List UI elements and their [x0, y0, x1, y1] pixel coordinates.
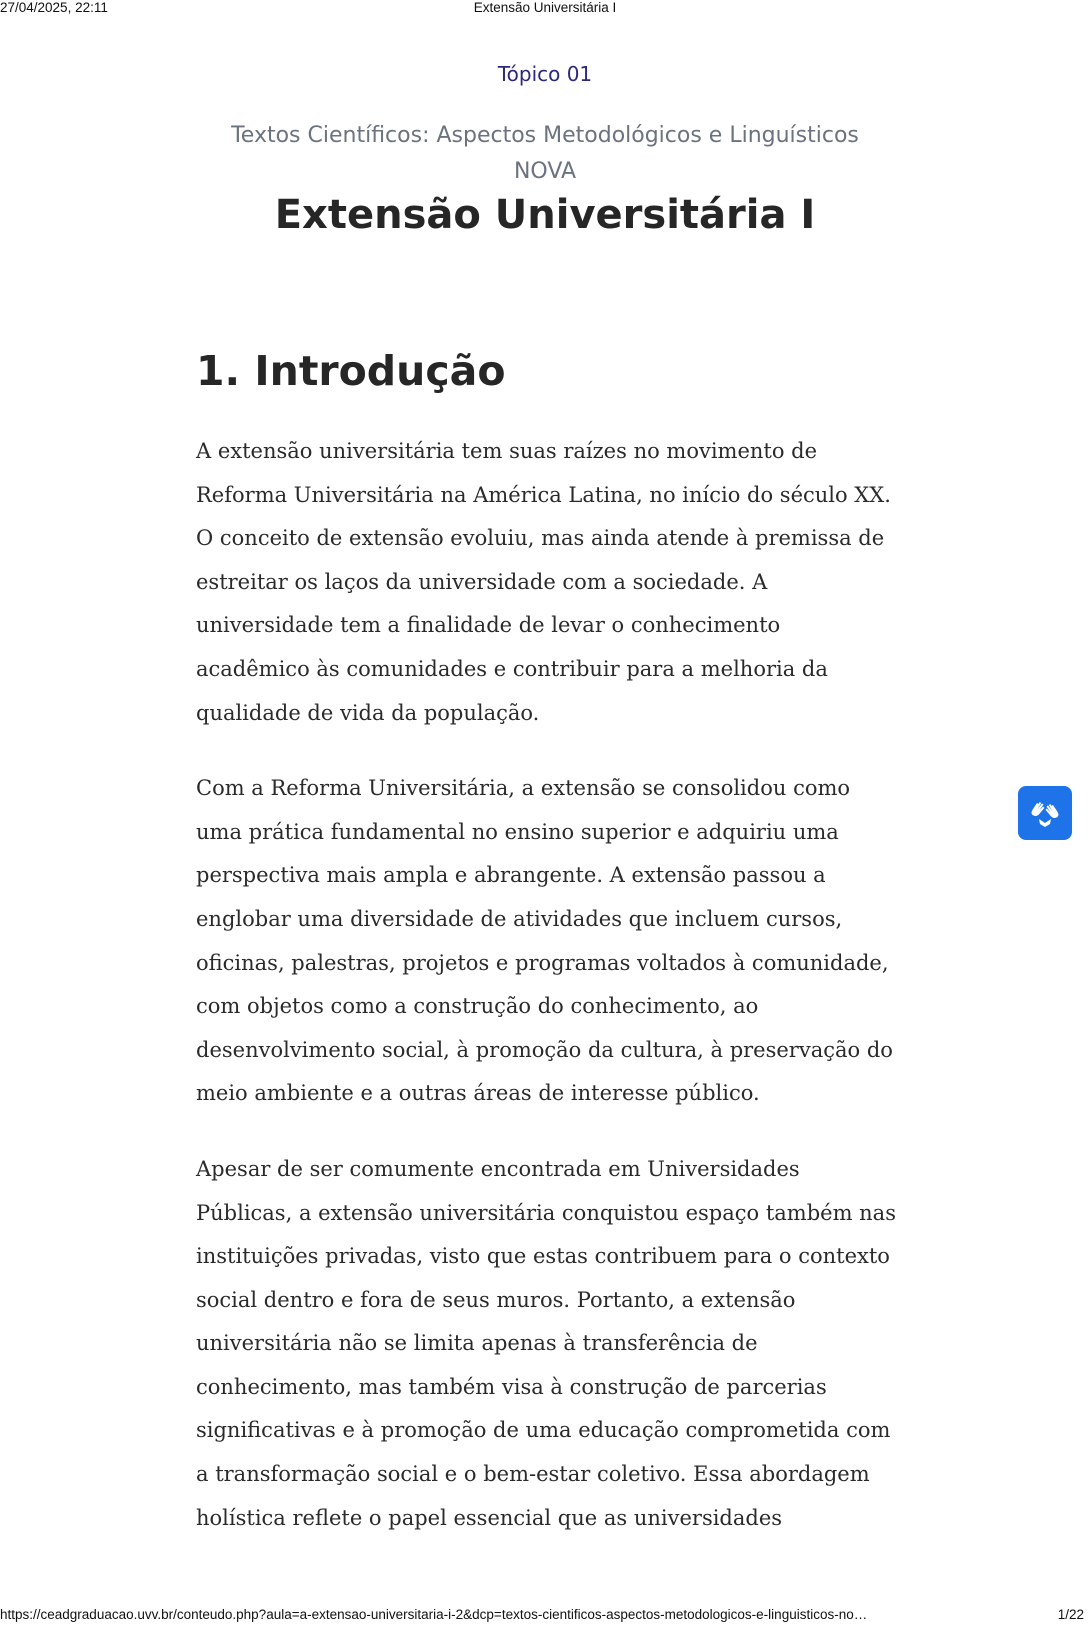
paragraph: Com a Reforma Universitária, a extensão se consolidou como uma prática fundamental no ensino superior e adquiriu uma perspectiva mais ampla e abrangente. A extensão passou a englobar uma diversidade de atividades que incluem cursos, oficinas, palestras, projetos e programas voltados à comunidade, com objetos como a construção do conhecimento, ao desenvolvimento social, à promoção da cultura, à preservação do meio ambiente e a outras áreas de interesse público.: [196, 776, 893, 1106]
print-footer: [0, 1607, 1090, 1627]
article-body: [196, 430, 896, 1572]
print-header: [0, 0, 1090, 18]
print-footer-url: https://ceadgraduacao.uvv.br/conteudo.php?aula=a-extensao-universitaria-i-2&dcp=textos-cientificos-aspectos-metodologicos-e-linguisticos-no…: [0, 1607, 868, 1622]
paragraph: A extensão universitária tem suas raízes no movimento de Reforma Universitária na América Latina, no início do século XX. O conceito de extensão evoluiu, mas ainda atende à premissa de estreitar os laços da universidade com a sociedade. A universidade tem a finalidade de levar o conhecimento acadêmico às comunidades e contribuir para a melhoria da qualidade de vida da população.: [196, 439, 891, 725]
sign-language-hands-icon: [1027, 795, 1063, 831]
page-number: 1/22: [1057, 1607, 1084, 1622]
page-title: Extensão Universitária I: [274, 192, 816, 238]
topic-label: Tópico 01: [497, 62, 593, 86]
print-datetime: 27/04/2025, 22:11: [0, 0, 108, 15]
subject-title-line1: Textos Científicos: Aspectos Metodológicos e Linguísticos: [231, 123, 859, 148]
subject-title-line2: NOVA: [513, 159, 577, 184]
subject-title: [0, 118, 1090, 190]
paragraph: Apesar de ser comumente encontrada em Universidades Públicas, a extensão universitária conquistou espaço também nas instituições privadas, visto que estas contribuem para o contexto social dentro e fora de seus muros. Portanto, a extensão universitária não se limita apenas à transferência de conhecimento, mas também visa à construção de parcerias significativas e à promoção de uma educação comprometida com a transformação social e o bem-estar coletivo. Essa abordagem holística reflete o papel essencial que as universidades: [196, 1156, 896, 1530]
section-heading: 1. Introdução: [196, 347, 506, 395]
accessibility-sign-language-button[interactable]: [1018, 786, 1072, 840]
print-header-title: Extensão Universitária I: [473, 0, 617, 15]
